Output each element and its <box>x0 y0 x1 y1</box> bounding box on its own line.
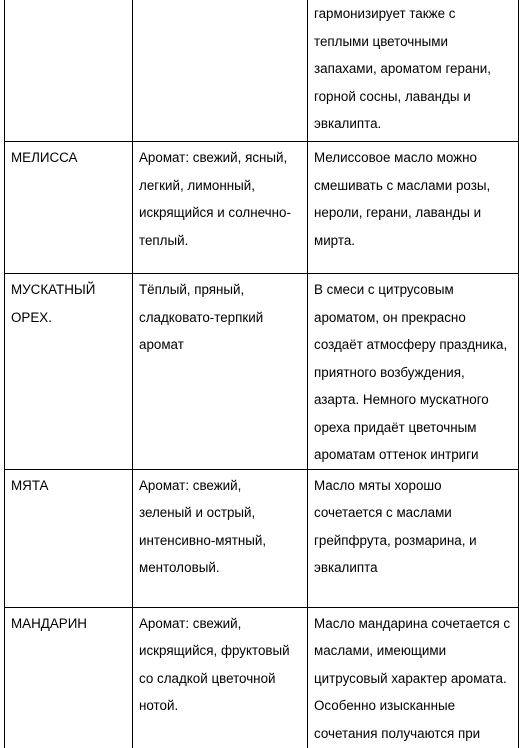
blend-cell <box>308 469 519 607</box>
cell-text-line: ментоловый. <box>139 560 220 575</box>
oil-name-line: МАНДАРИН <box>11 615 87 631</box>
cell-text-line: ароматом, он прекрасно <box>314 309 466 325</box>
blend-cell <box>308 0 519 142</box>
oil-name-cell <box>5 0 133 142</box>
aroma-cell <box>133 142 308 274</box>
cell-text-line: мирта. <box>314 232 355 248</box>
cell-text-line: нотой. <box>139 698 179 713</box>
cell-text-line: Аромат: свежий, ясный, <box>139 150 288 165</box>
oil-name-line: МЯТА <box>11 477 49 493</box>
cell-text-line: смешивать с маслами розы, <box>314 177 491 193</box>
cell-text-line: горной сосны, лаванды и <box>314 88 471 104</box>
cell-text-line: Аромат: свежий, <box>139 615 242 631</box>
cell-text-line: Аромат: свежий, <box>139 477 242 493</box>
oil-name-line: МЕЛИССА <box>11 150 78 165</box>
cell-text-line: теплыми цветочными <box>314 33 448 49</box>
cell-text-line: эвкалипта <box>314 560 378 575</box>
aroma-cell <box>133 607 308 748</box>
cell-text-line: азарта. Немного мускатного <box>314 392 489 407</box>
cell-text-line: маслами, имеющими <box>314 643 447 658</box>
cell-text-line: Масло мяты хорошо <box>314 477 442 493</box>
table-row <box>5 274 519 470</box>
cell-text-line: запахами, ароматом герани, <box>314 61 491 76</box>
table-row <box>5 0 519 142</box>
aroma-cell <box>133 469 308 607</box>
cell-text-line: нероли, герани, лаванды и <box>314 205 482 220</box>
cell-text-line: ореха придаёт цветочным <box>314 419 477 435</box>
blend-cell <box>308 274 519 470</box>
table-row <box>5 469 519 607</box>
cell-text-line: Масло мандарина сочетается с <box>314 615 511 631</box>
cell-text-line: легкий, лимонный, <box>139 177 255 193</box>
oil-name-cell <box>5 607 133 748</box>
cell-text-line: со сладкой цветочной <box>139 670 276 686</box>
cell-text-line: зеленый и острый, <box>139 505 256 520</box>
cell-text-line: создаёт атмосферу праздника, <box>314 337 508 352</box>
oil-name-cell <box>5 274 133 470</box>
blend-cell <box>308 142 519 274</box>
cell-text-line: грейпфрута, розмарина, и <box>314 532 477 548</box>
oil-name-cell <box>5 469 133 607</box>
blend-cell <box>308 607 519 748</box>
oil-name-cell <box>5 142 133 274</box>
cell-text-line: сладковато-терпкий <box>139 309 264 325</box>
cell-text-line: сочетания получаются при <box>314 725 481 741</box>
cell-text-line: Тёплый, пряный, <box>139 282 245 297</box>
cell-text-line: приятного возбуждения, <box>314 364 465 380</box>
cell-text-line: сочетается с маслами <box>314 505 452 520</box>
table-row <box>5 142 519 274</box>
aroma-cell <box>133 0 308 142</box>
cell-text-line: ароматам оттенок интриги <box>314 447 479 462</box>
cell-text-line: Особенно изысканные <box>314 698 456 713</box>
cell-text-line: Мелиссовое масло можно <box>314 150 477 165</box>
cell-text-line: теплый. <box>139 232 189 248</box>
oil-name-line: ОРЕХ. <box>11 309 52 325</box>
essential-oils-table <box>4 0 519 748</box>
cell-text-line: гармонизирует также с <box>314 6 456 21</box>
cell-text-line: интенсивно-мятный, <box>139 532 267 548</box>
cell-text-line: эвкалипта. <box>314 116 382 131</box>
oil-name-line: МУСКАТНЫЙ <box>11 282 96 297</box>
aroma-cell <box>133 274 308 470</box>
cell-text-line: цитрусовый характер аромата. <box>314 670 507 686</box>
table-row <box>5 607 519 748</box>
cell-text-line: искрящийся, фруктовый <box>139 643 290 658</box>
cell-text-line: В смеси с цитрусовым <box>314 282 454 297</box>
cell-text-line: искрящийся и солнечно- <box>139 205 291 220</box>
cell-text-line: аромат <box>139 337 184 352</box>
